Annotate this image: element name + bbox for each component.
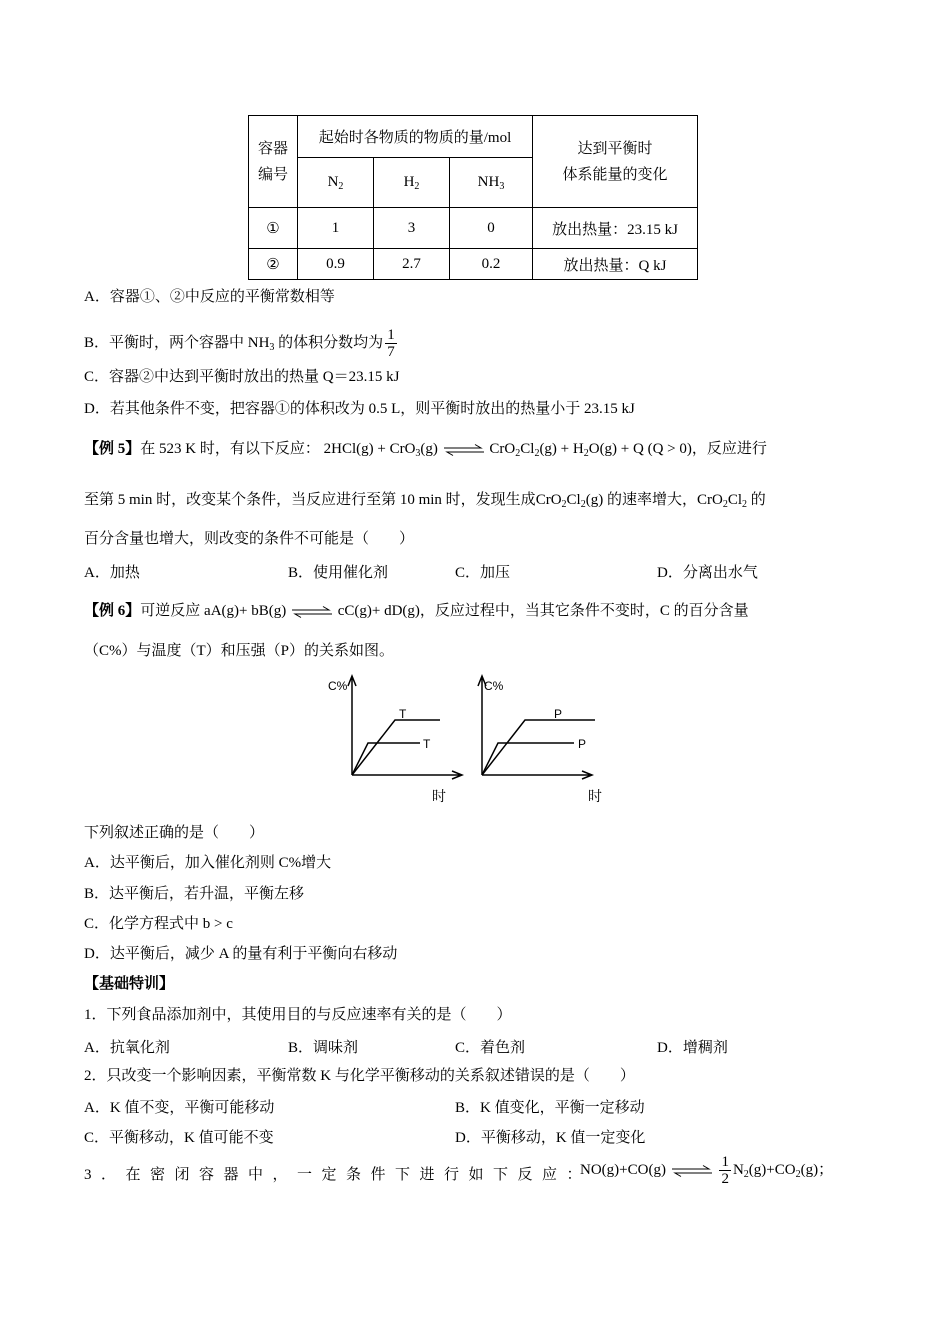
q4-option-a: A．容器①、②中反应的平衡常数相等	[84, 289, 335, 305]
row-h2: 3	[374, 208, 450, 249]
equilibrium-arrow-icon	[291, 606, 333, 618]
q4-option-c: C．容器②中达到平衡时放出的热量 Q＝23.15 kJ	[84, 369, 400, 385]
ex6-option-a: A．达平衡后，加入催化剂则 C%增大	[84, 855, 332, 871]
equilibrium-arrow-icon	[443, 444, 485, 456]
ex6-line1: 【例 6】可逆反应 aA(g)+ bB(g) cC(g)+ dD(g)，反应过程中，当其它条件不变时，C 的百分含量	[84, 603, 749, 619]
data-table	[248, 115, 698, 280]
q1-option-a: A．抗氧化剂	[84, 1040, 170, 1056]
q2-option-d: D．平衡移动，K 值一定变化	[455, 1130, 646, 1146]
fraction: $\frac{1}{7}$	[387, 327, 395, 360]
graph-pressure	[450, 672, 600, 807]
header-n2: $N_2$	[298, 158, 374, 208]
ex5-line2: 至第 5 min 时，改变某个条件，当反应进行至第 10 min 时，发现生成$CrO_2Cl_2(g)$ 的速率增大，$CrO_2Cl_2$ 的	[84, 492, 766, 510]
ex5-tag: 【例 5】	[84, 441, 141, 457]
header-energy: 达到平衡时 体系能量的变化	[533, 116, 698, 208]
x-label: 时	[432, 788, 446, 804]
row-id: ①	[249, 208, 298, 249]
curve-bottom	[352, 743, 420, 775]
row-nh3: 0	[450, 208, 533, 249]
row-h2: 2.7	[374, 249, 450, 280]
q1-option-c: C．着色剂	[455, 1040, 526, 1056]
header-nh3: $NH_3$	[450, 158, 533, 208]
ex6-option-d: D．达平衡后，减少 A 的量有利于平衡向右移动	[84, 946, 398, 962]
row-n2: 1	[298, 208, 374, 249]
table-row	[249, 249, 698, 280]
q2-option-c: C．平衡移动，K 值可能不变	[84, 1130, 274, 1146]
ex5-option-a: A．加热	[84, 565, 140, 581]
y-label: C%	[328, 679, 348, 693]
label-top: T	[399, 707, 407, 721]
q4-option-d: D．若其他条件不变，把容器①的体积改为 0.5 L，则平衡时放出的热量小于 23.15 kJ	[84, 401, 635, 417]
ex5-option-c: C．加压	[455, 565, 511, 581]
curve-bottom	[482, 743, 574, 775]
label-bottom: T	[423, 737, 431, 751]
y-label: C%	[484, 679, 504, 693]
y-axis	[348, 676, 356, 775]
fraction: $\frac{1}{2}$	[721, 1154, 729, 1187]
ex5-option-d: D．分离出水气	[657, 565, 758, 581]
q2-option-b: B．K 值变化，平衡一定移动	[455, 1100, 645, 1116]
x-label: 时	[588, 788, 602, 804]
q1-option-d: D．增稠剂	[657, 1040, 728, 1056]
ex5-line1: 【例 5】在 523 K 时，有以下反应： 2HCl(g) + CrO$_3$(g) $CrO_2Cl_2(g) + H_2O(g) + Q$ (Q > 0)，反应进行	[84, 441, 767, 459]
training-q3-equation: NO(g)+CO(g) $\frac{1}{2}$ $N_2(g)+CO_2(g)$；	[580, 1154, 834, 1187]
x-axis	[352, 771, 462, 779]
row-id: ②	[249, 249, 298, 280]
equilibrium-arrow-icon	[671, 1165, 713, 1177]
q4-option-b: B．平衡时，两个容器中 $NH_3$ 的体积分数均为 $\frac{1}{7}$	[84, 327, 395, 360]
ex6-line2: （C%）与温度（T）和压强（P）的关系如图。	[84, 643, 395, 659]
training-heading: 【基础特训】	[84, 976, 175, 992]
training-q2: 2．只改变一个影响因素，平衡常数 K 与化学平衡移动的关系叙述错误的是（ ）	[84, 1068, 635, 1084]
row-nh3: 0.2	[450, 249, 533, 280]
ex6-option-c: C．化学方程式中 b > c	[84, 916, 233, 932]
ex5-line3: 百分含量也增大，则改变的条件不可能是（ ）	[84, 531, 415, 547]
label-bottom: P	[578, 737, 587, 751]
ex6-option-b: B．达平衡后，若升温，平衡左移	[84, 886, 305, 902]
header-initial: 起始时各物质的物质的量/mol	[298, 116, 533, 158]
ex6-tag: 【例 6】	[84, 603, 141, 619]
row-n2: 0.9	[298, 249, 374, 280]
q2-option-a: A．K 值不变，平衡可能移动	[84, 1100, 275, 1116]
header-container: 容器 编号	[249, 116, 298, 208]
row-energy: 放出热量：23.15 kJ	[533, 208, 698, 249]
training-q3-prefix: 3．在密闭容器中，一定条件下进行如下反应：	[84, 1167, 592, 1183]
q1-option-b: B．调味剂	[288, 1040, 359, 1056]
graph-temperature	[320, 672, 470, 807]
row-energy: 放出热量：Q kJ	[533, 249, 698, 280]
label-top: P	[554, 707, 563, 721]
training-q1: 1．下列食品添加剂中，其使用目的与反应速率有关的是（ ）	[84, 1007, 512, 1023]
header-h2: $H_2$	[374, 158, 450, 208]
ex5-option-b: B．使用催化剂	[288, 565, 389, 581]
table-row	[249, 208, 698, 249]
x-axis	[482, 771, 592, 779]
ex6-question: 下列叙述正确的是（ ）	[84, 825, 265, 841]
